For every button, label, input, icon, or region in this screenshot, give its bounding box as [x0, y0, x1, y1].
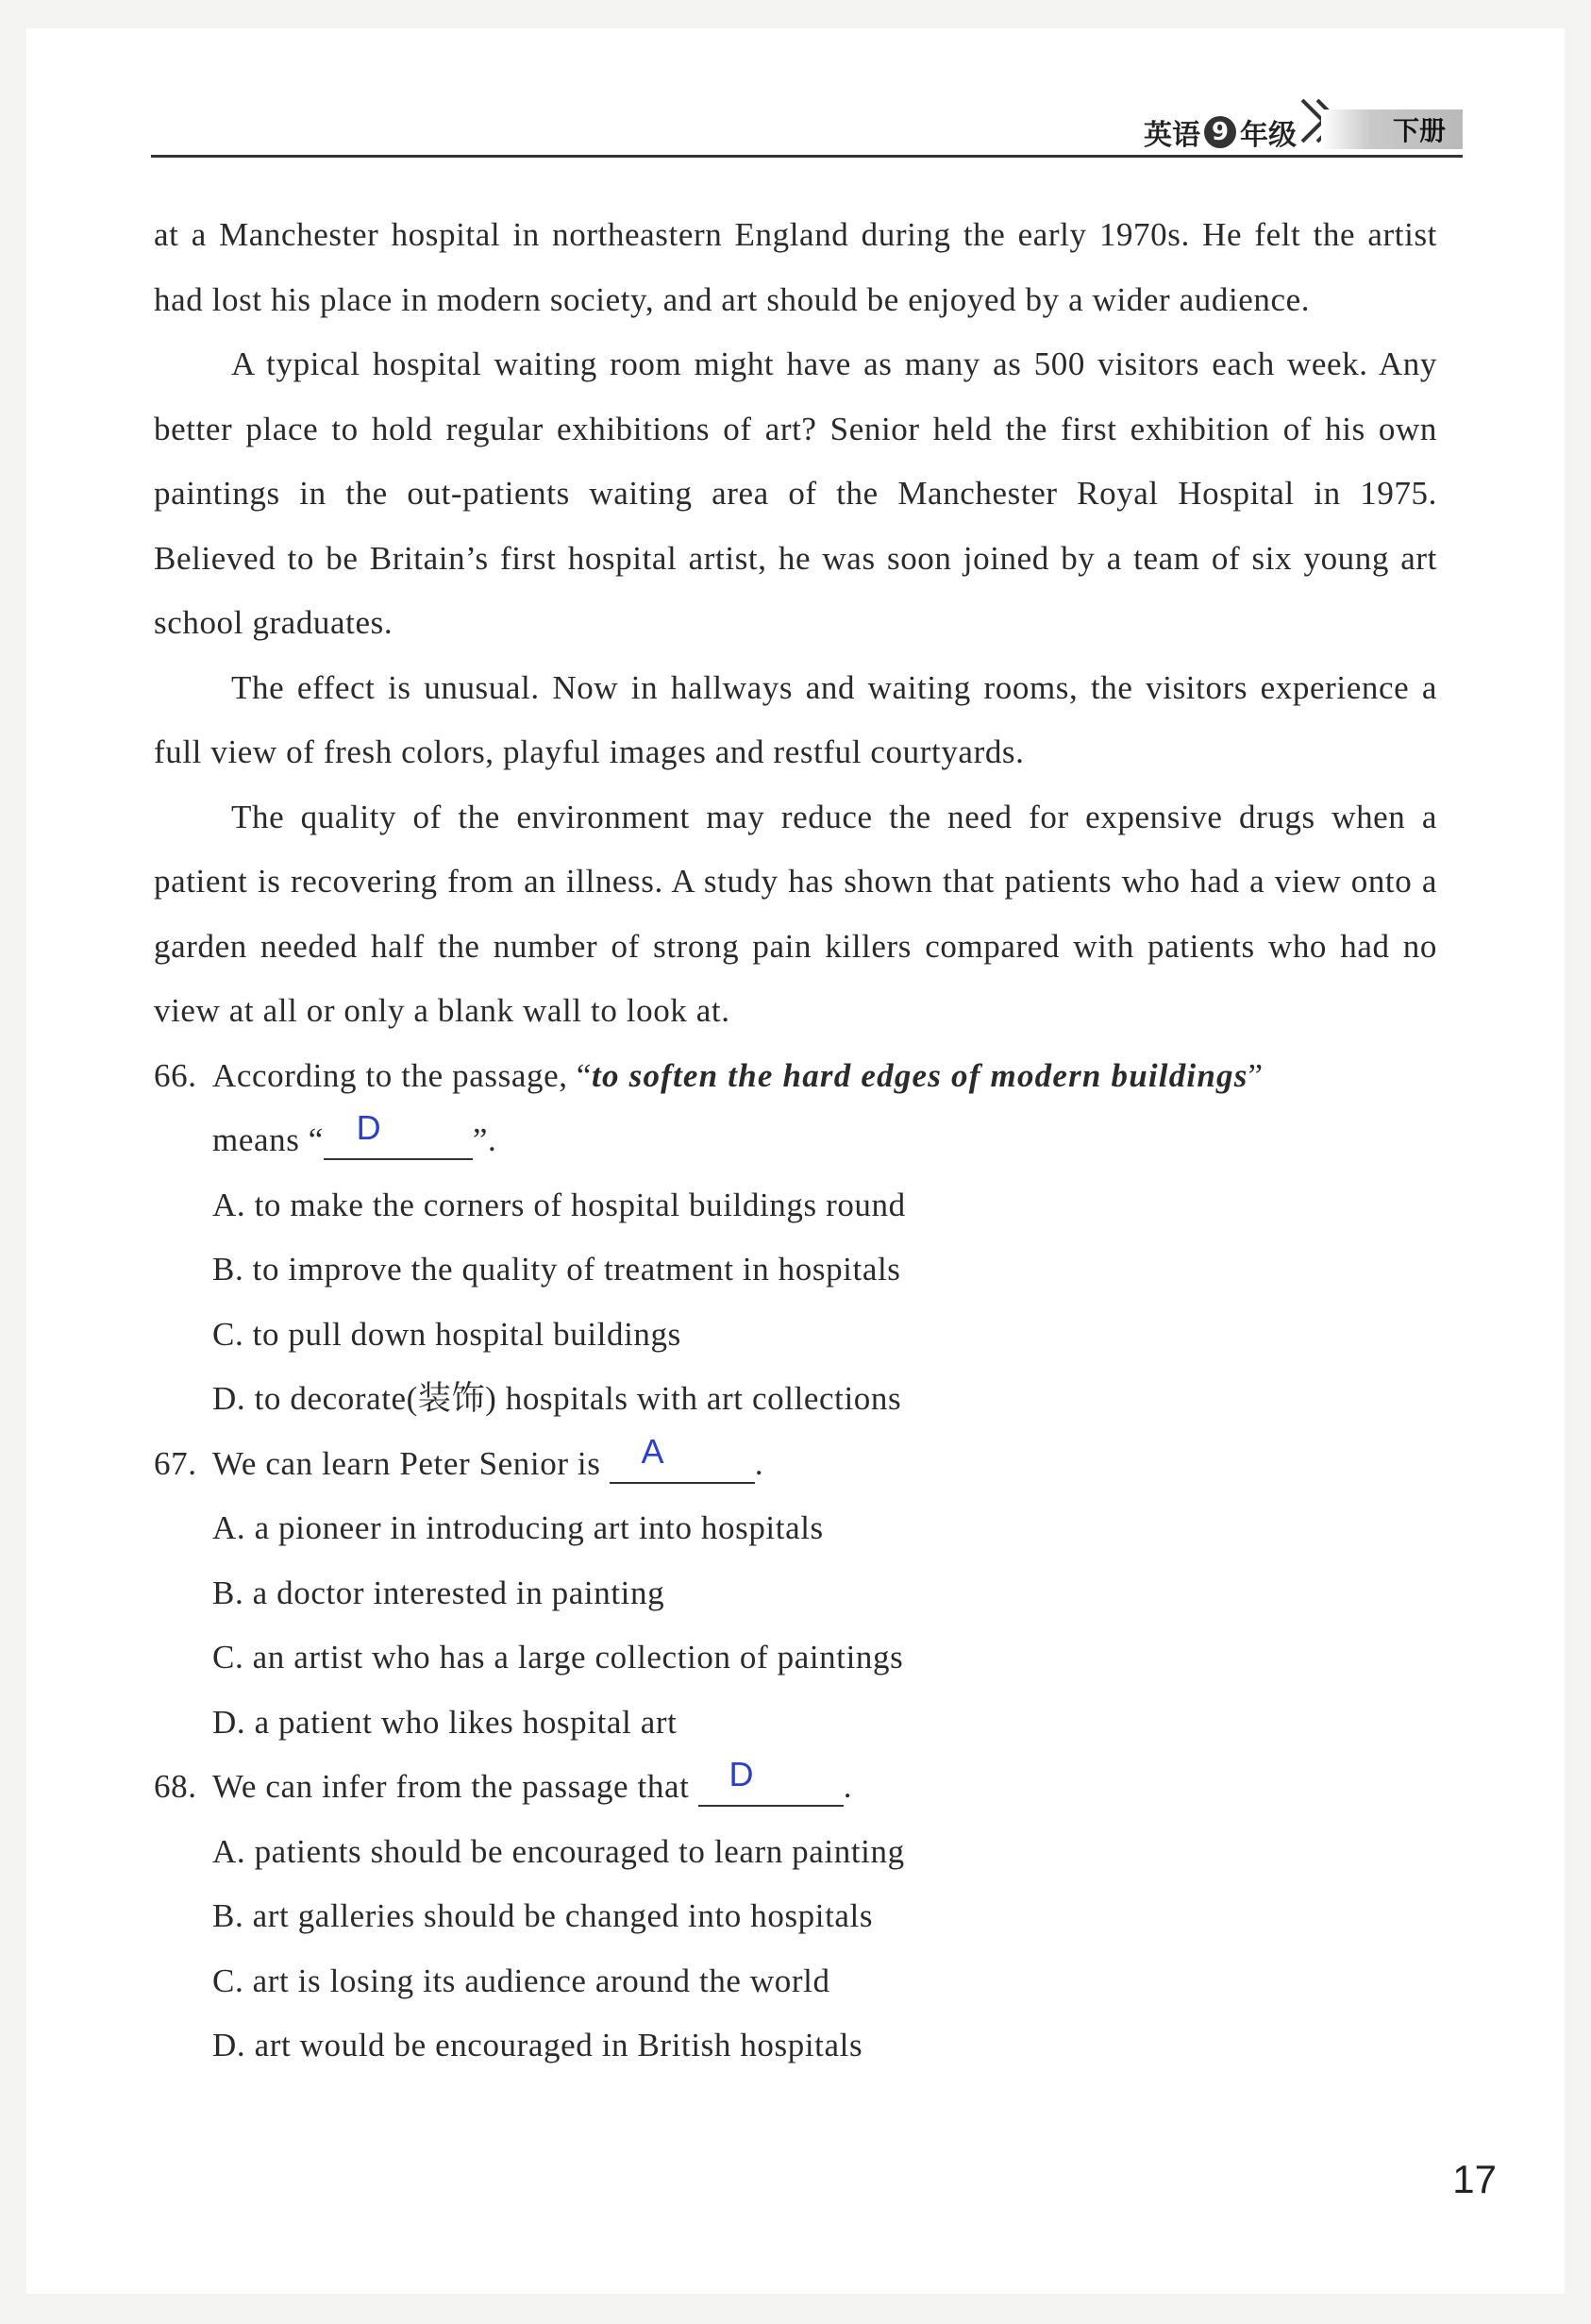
option-c: C. art is losing its audience around the world [212, 1962, 830, 1999]
answer-text: D [729, 1755, 755, 1794]
option-b: B. a doctor interested in painting [212, 1574, 665, 1611]
volume-label: 下册 [1392, 115, 1446, 146]
quoted-phrase: to soften the hard edges of modern buildings [592, 1056, 1248, 1094]
passage-paragraph: A typical hospital waiting room might have as many as 500 visitors each week. Any better place to hold regular exhibitions of art? Senior held the first exhibition of his own paintings in the out-patients waiting area of the Manchester Royal Hospital in 1975. Believed to be Britain’s first hospital artist, he was soon joined by a team of six young art school graduates. [154, 345, 1437, 641]
header-title [1144, 111, 1297, 153]
stem-text: ” [1248, 1056, 1264, 1094]
passage-paragraph: The effect is unusual. Now in hallways and waiting rooms, the visitors experience a full view of fresh colors, playful images and restful courtyards. [154, 668, 1437, 770]
question-66 [154, 1044, 1437, 1432]
option-d: D. to decorate(装饰) hospitals with art collections [212, 1380, 902, 1417]
stem-text: We can infer from the passage that [212, 1768, 698, 1805]
page-header [151, 106, 1463, 158]
passage-paragraph: The quality of the environment may reduce the need for expensive drugs when a patient is recovering from an illness. A study has shown that patients who had a view onto a garden needed half the number of strong pain killers compared with patients who had no view at all or only a blank wall to look at. [154, 798, 1437, 1029]
option-a: A. a pioneer in introducing art into hospitals [212, 1509, 824, 1546]
page-number: 17 [1452, 2157, 1497, 2201]
option-d: D. art would be encouraged in British hospitals [212, 2027, 863, 2063]
stem-text: ”. [472, 1121, 497, 1158]
subject-label: 英语 [1144, 119, 1200, 152]
question-67 [154, 1432, 1437, 1756]
option-a: A. patients should be encouraged to learn painting [212, 1832, 905, 1870]
stem-text: means “ [212, 1121, 324, 1158]
question-stem [154, 1044, 1437, 1173]
question-number: 68. [154, 1768, 197, 1805]
volume-tag [1321, 109, 1463, 149]
answer-text: D [356, 1108, 382, 1147]
option-b: B. to improve the quality of treatment in hospitals [212, 1251, 901, 1288]
stem-text: . [754, 1444, 764, 1482]
option-a: A. to make the corners of hospital buildings round [212, 1186, 906, 1223]
question-stem [154, 1432, 1437, 1497]
answer-blank[interactable] [324, 1108, 473, 1160]
grade-badge: 9 [1204, 116, 1236, 148]
question-stem [154, 1755, 1437, 1820]
passage-paragraph: at a Manchester hospital in northeastern England during the early 1970s. He felt the artist had lost his place in modern society, and art should be enjoyed by a wider audience. [154, 216, 1437, 318]
grade-label: 年级 [1240, 119, 1297, 152]
question-68 [154, 1755, 1437, 2079]
stem-text: According to the passage, “ [212, 1056, 593, 1094]
question-number: 66. [154, 1056, 197, 1094]
answer-blank[interactable] [610, 1431, 755, 1484]
answer-blank[interactable] [698, 1755, 844, 1807]
stem-text: . [843, 1768, 853, 1805]
option-c: C. to pull down hospital buildings [212, 1315, 681, 1353]
option-b: B. art galleries should be changed into hospitals [212, 1897, 874, 1934]
stem-text: We can learn Peter Senior is [212, 1444, 610, 1482]
option-c: C. an artist who has a large collection of paintings [212, 1639, 904, 1676]
option-d: D. a patient who likes hospital art [212, 1703, 678, 1741]
answer-text: A [641, 1431, 665, 1471]
content [154, 203, 1437, 2079]
question-number: 67. [154, 1444, 197, 1482]
